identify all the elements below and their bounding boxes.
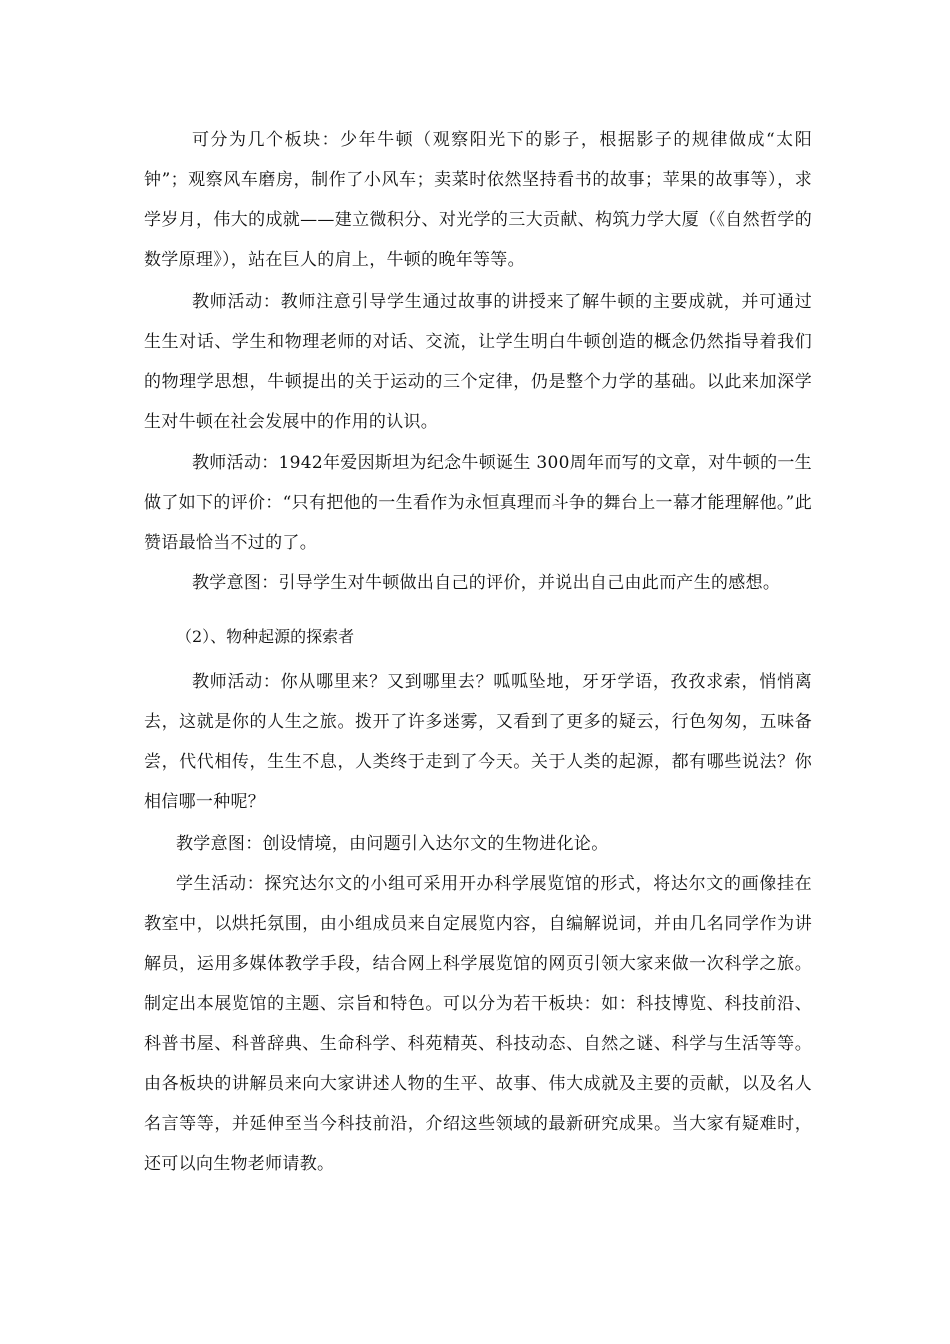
paragraph-teacher-activity-einstein: 教师活动：1942年爱因斯坦为纪念牛顿诞生 300周年而写的文章，对牛顿的一生做了如下的评价：“只有把他的一生看作为永恒真理而斗争的舞台上一幕才能理解他。”此赞语最恰当不过的了。 — [144, 453, 812, 553]
paragraph-teaching-intent-darwin: 教学意图：创设情境，由问题引入达尔文的生物进化论。 — [176, 834, 609, 854]
paragraph-newton-sections: 可分为几个板块：少年牛顿（观察阳光下的影子，根据影子的规律做成“太阳钟”；观察风车磨房，制作了小风车；卖菜时依然坚持看书的故事；苹果的故事等），求学岁月，伟大的成就——建立微积分、对光学的三大贡献、构筑力学大厦（《自然哲学的数学原理》），站在巨人的肩上，牛顿的晚年等等。 — [144, 130, 812, 270]
paragraph-student-activity-darwin: 学生活动：探究达尔文的小组可采用开办科学展览馆的形式，将达尔文的画像挂在教室中，以烘托氛围，由小组成员来自定展览内容，自编解说词，并由几名同学作为讲解员，运用多媒体教学手段，结合网上科学展览馆的网页引领大家来做一次科学之旅。制定出本展览馆的主题、宗旨和特色。可以分为若干板块：如：科技博览、科技前沿、科普书屋、科普辞典、生命科学、科苑精英、科技动态、自然之谜、科学与生活等等。由各板块的讲解员来向大家讲述人物的生平、故事、伟大成就及主要的贡献，以及名人名言等等，并延伸至当今科技前沿，介绍这些领域的最新研究成果。当大家有疑难时，还可以向生物老师请教。 — [144, 874, 812, 1174]
paragraph-teacher-activity-newton: 教师活动：教师注意引导学生通过故事的讲授来了解牛顿的主要成就，并可通过生生对话、学生和物理老师的对话、交流，让学生明白牛顿创造的概念仍然指导着我们的物理学思想，牛顿提出的关于运动的三个定律，仍是整个力学的基础。以此来加深学生对牛顿在社会发展中的作用的认识。 — [144, 292, 812, 432]
paragraph-teaching-intent-newton: 教学意图：引导学生对牛顿做出自己的评价，并说出自己由此而产生的感想。 — [192, 573, 781, 593]
paragraph-teacher-activity-origin: 教师活动：你从哪里来？又到哪里去？呱呱坠地，牙牙学语，孜孜求索，悄悄离去，这就是你的人生之旅。拨开了许多迷雾，又看到了更多的疑云，行色匆匆，五味备尝，代代相传，生生不息，人类终于走到了今天。关于人类的起源，都有哪些说法？你相信哪一种呢？ — [144, 672, 812, 812]
section-heading: （2）、物种起源的探索者 — [176, 627, 355, 646]
